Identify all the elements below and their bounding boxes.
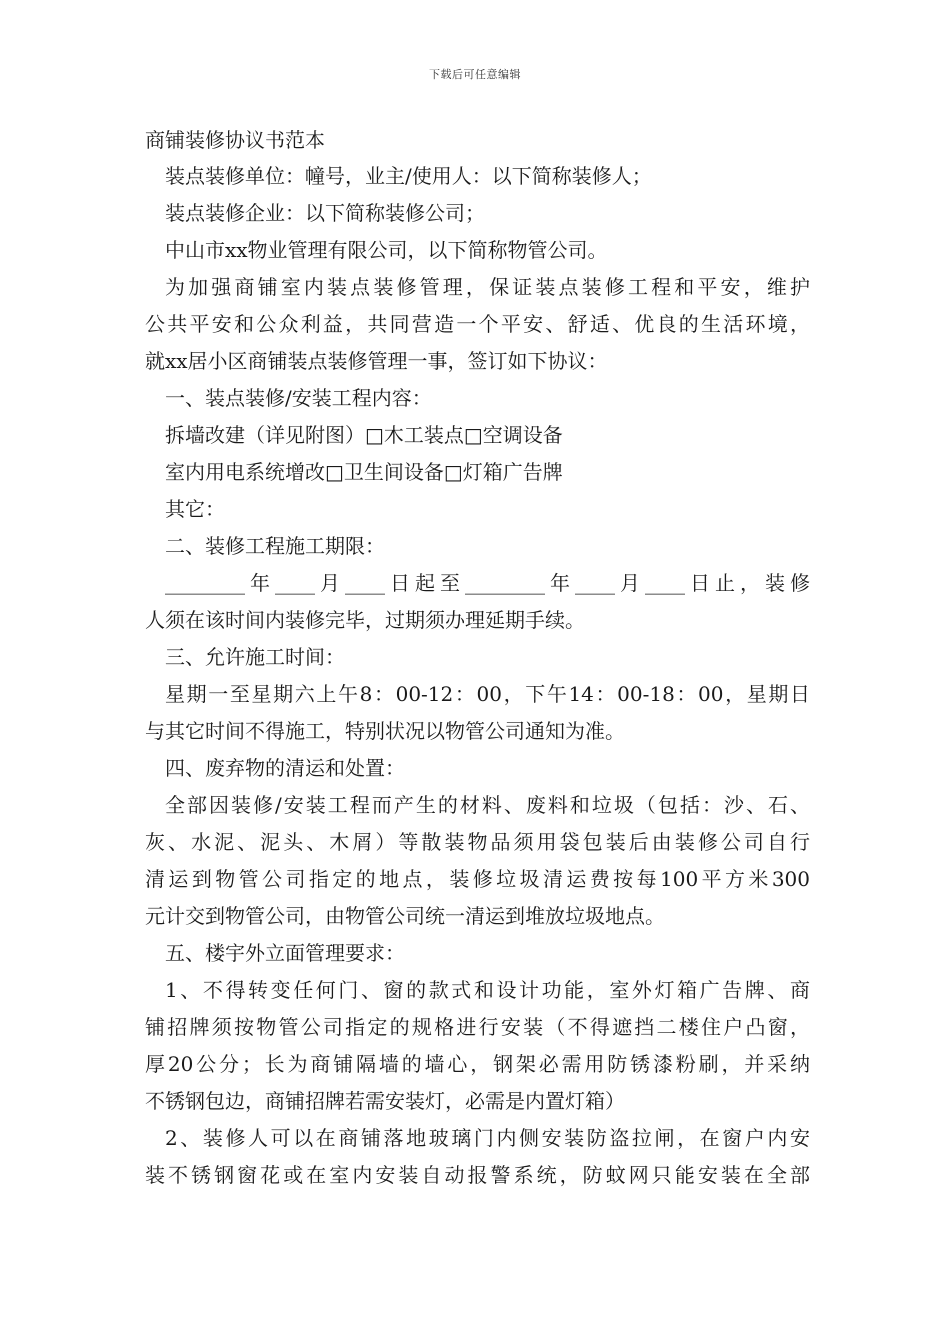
- paragraph-line: 清运到物管公司指定的地点，装修垃圾清运费按每100平方米300: [145, 867, 810, 891]
- paragraph-line: 全部因装修/安装工程而产生的材料、废料和垃圾（包括：沙、石、: [165, 793, 810, 817]
- paragraph-line: 2、装修人可以在商铺落地玻璃门内侧安装防盗拉闸，在窗户内安: [165, 1126, 810, 1150]
- paragraph-line: 中山市xx物业管理有限公司，以下简称物管公司。: [165, 238, 608, 262]
- paragraph-line: 不锈钢包边，商铺招牌若需安装灯，必需是内置灯箱）: [145, 1089, 625, 1113]
- section-heading: 四、废弃物的清运和处置：: [165, 756, 405, 780]
- paragraph-line: ________年____月____日起至________年____月____日止，装修: [165, 571, 810, 595]
- paragraph-line: 就xx居小区商铺装点装修管理一事，签订如下协议：: [145, 349, 608, 373]
- paragraph-line: 装点装修单位：幢号，业主/使用人：以下简称装修人；: [165, 164, 652, 188]
- document-body: [145, 122, 810, 1194]
- paragraph-line: 室内用电系统增改□卫生间设备□灯箱广告牌: [165, 460, 563, 484]
- section-heading: 三、允许施工时间：: [165, 645, 345, 669]
- paragraph-line: 元计交到物管公司，由物管公司统一清运到堆放垃圾地点。: [145, 904, 665, 928]
- section-heading: 一、装点装修/安装工程内容：: [165, 386, 432, 410]
- paragraph-line: 其它：: [165, 497, 225, 521]
- paragraph-line: 厚20公分；长为商铺隔墙的墙心，钢架必需用防锈漆粉刷，并采纳: [145, 1052, 810, 1076]
- page-header: 下载后可任意编辑: [429, 68, 521, 81]
- paragraph-line: 人须在该时间内装修完毕，过期须办理延期手续。: [145, 608, 585, 632]
- paragraph-line: 铺招牌须按物管公司指定的规格进行安装（不得遮挡二楼住户凸窗，: [145, 1015, 810, 1039]
- paragraph-line: 装点装修企业：以下简称装修公司；: [165, 201, 485, 225]
- paragraph-line: 为加强商铺室内装点装修管理，保证装点装修工程和平安，维护: [165, 275, 810, 299]
- section-heading: 五、楼宇外立面管理要求：: [165, 941, 405, 965]
- section-heading: 二、装修工程施工期限：: [165, 534, 385, 558]
- paragraph-line: 灰、水泥、泥头、木屑）等散装物品须用袋包装后由装修公司自行: [145, 830, 810, 854]
- paragraph-line: 与其它时间不得施工，特别状况以物管公司通知为准。: [145, 719, 625, 743]
- paragraph-line: 1、不得转变任何门、窗的款式和设计功能，室外灯箱广告牌、商: [165, 978, 810, 1002]
- document-title: 商铺装修协议书范本: [145, 128, 325, 152]
- paragraph-line: 装不锈钢窗花或在室内安装自动报警系统，防蚊网只能安装在全部: [145, 1163, 810, 1187]
- paragraph-line: 公共平安和公众利益，共同营造一个平安、舒适、优良的生活环境，: [145, 312, 810, 336]
- paragraph-line: 拆墙改建（详见附图）□木工装点□空调设备: [165, 423, 563, 447]
- paragraph-line: 星期一至星期六上午8：00-12：00，下午14：00-18：00，星期日: [165, 682, 810, 706]
